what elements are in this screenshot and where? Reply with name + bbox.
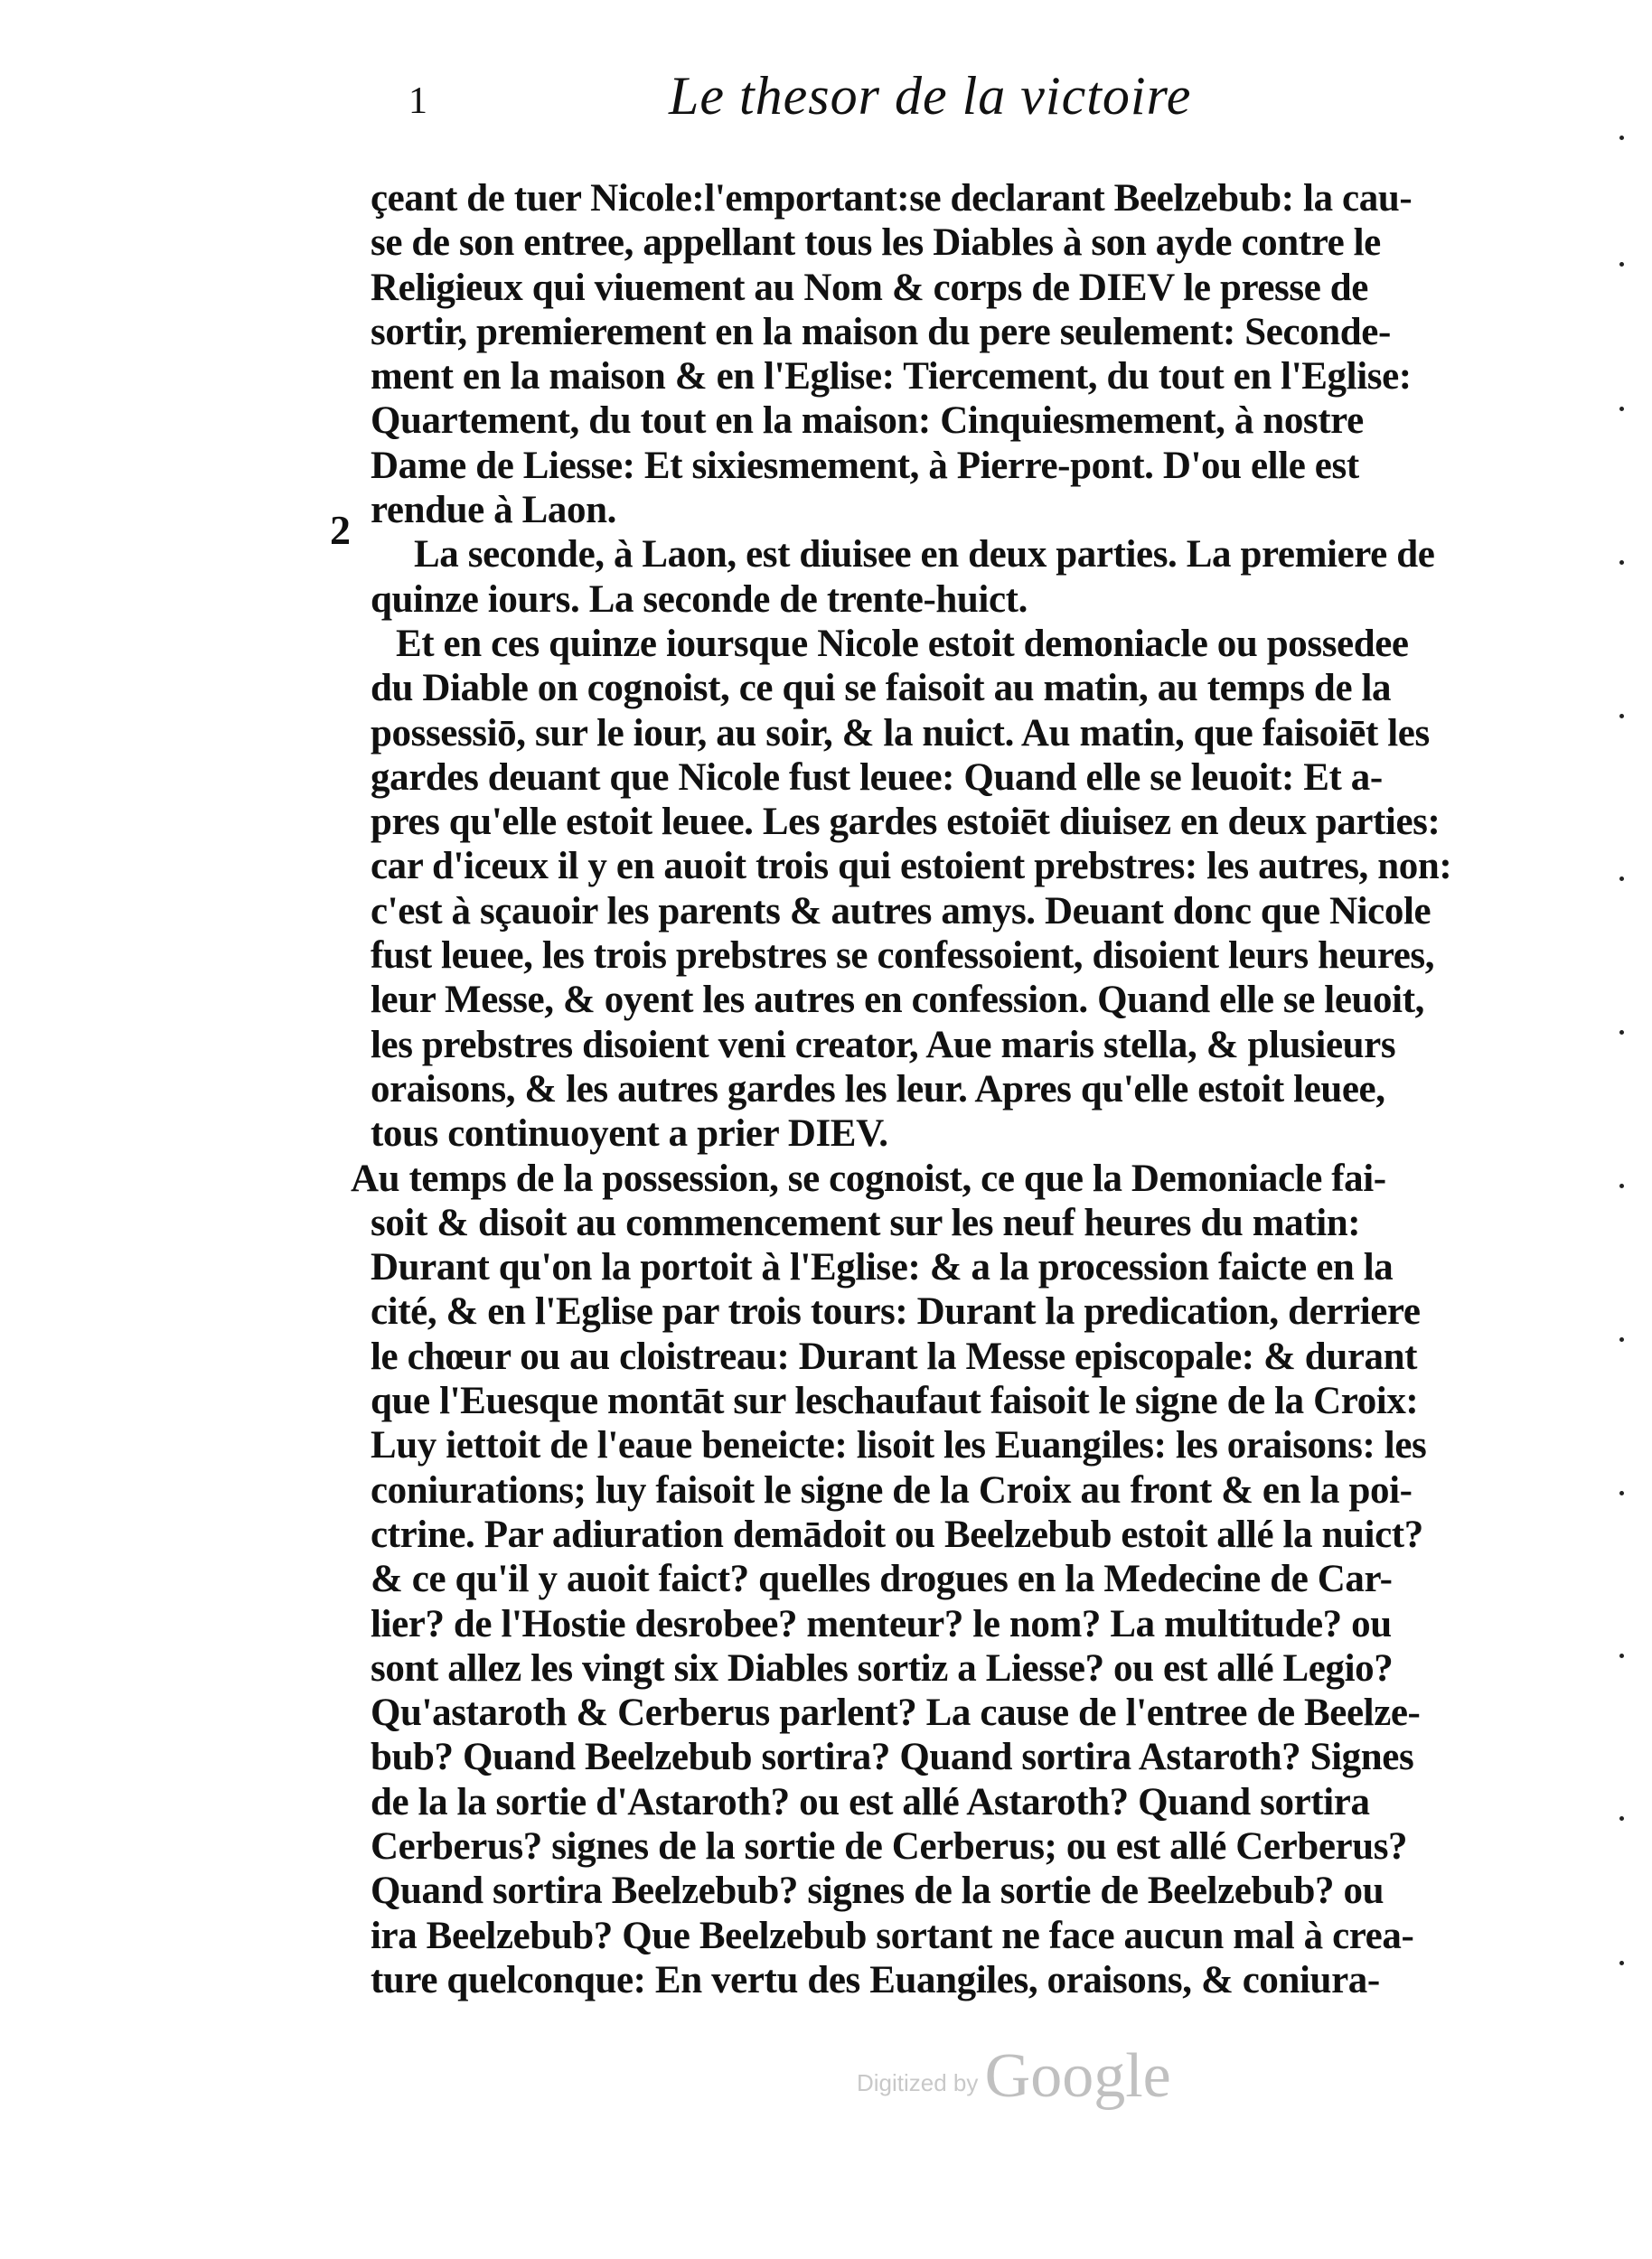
scan-speck [1619,876,1624,881]
text-line: possessiō, sur le iour, au soir, & la nuict. Au matin, que faisoiēt les [371,711,1430,755]
text-line: lier? de l'Hostie desrobee? menteur? le nom? La multitude? ou [371,1602,1392,1645]
folio-number: 1 [408,80,427,122]
text-line: ment en la maison & en l'Eglise: Tiercement, du tout en l'Eglise: [371,355,1412,398]
scan-edge-marks [1619,136,1647,1988]
scan-speck [1619,714,1624,718]
text-line: Au temps de la possession, se cognoist, ce que la Demoniacle fai- [351,1157,1386,1200]
text-line: tous continuoyent a prier DIEV. [371,1112,888,1156]
text-line: oraisons, & les autres gardes les leur. Apres qu'elle estoit leuee, [371,1067,1385,1111]
scan-speck [1619,1337,1624,1342]
text-line: quinze iours. La seconde de trente-huict. [371,577,1028,621]
text-line: du Diable on cognoist, ce qui se faisoit au matin, au temps de la [371,667,1392,710]
text-line: car d'iceux il y en auoit trois qui estoient prebstres: les autres, non: [371,845,1452,888]
text-line: Quand sortira Beelzebub? signes de la sortie de Beelzebub? ou [371,1870,1384,1913]
scan-speck [1619,1816,1624,1821]
margin-note: 2 [330,507,351,553]
text-line: coniurations; luy faisoit le signe de la Croix au front & en la poi- [371,1468,1413,1512]
text-line: c'est à sçauoir les parents & autres amys. Deuant donc que Nicole [371,889,1431,933]
body-text [351,176,1509,2002]
scan-speck [1619,262,1624,267]
text-line: çeant de tuer Nicole:l'emportant:se declarant Beelzebub: la cau- [371,177,1413,220]
scan-speck [1619,1961,1624,1965]
digitized-by-google-watermark [857,2040,1171,2113]
text-line: Durant qu'on la portoit à l'Eglise: & a la procession faicte en la [371,1246,1394,1289]
text-line: La seconde, à Laon, est diuisee en deux parties. La premiere de [414,533,1435,576]
text-line: Religieux qui viuement au Nom & corps de DIEV le presse de [371,266,1368,309]
scan-speck [1619,1491,1624,1495]
text-line: cité, & en l'Eglise par trois tours: Durant la predication, derriere [371,1290,1421,1334]
text-line: & ce qu'il y auoit faict? quelles drogues en la Medecine de Car- [371,1558,1393,1601]
scan-speck [1619,136,1624,140]
text-line: de la la sortie d'Astaroth? ou est allé Astaroth? Quand sortira [371,1780,1370,1823]
text-line: Et en ces quinze ioursque Nicole estoit demoniacle ou possedee [396,622,1409,665]
scan-speck [1619,1030,1624,1035]
text-line: fust leuee, les trois prebstres se confessoient, disoient leurs heures, [371,934,1435,978]
text-line: les prebstres disoient veni creator, Aue maris stella, & plusieurs [371,1023,1396,1066]
text-line: ira Beelzebub? Que Beelzebub sortant ne face aucun mal à crea- [371,1914,1414,1957]
text-line: se de son entree, appellant tous les Diables à son ayde contre le [371,221,1381,265]
text-line: que l'Euesque montāt sur leschaufaut faisoit le signe de la Croix: [371,1380,1419,1423]
scan-speck [1619,1654,1624,1658]
text-line: gardes deuant que Nicole fust leuee: Quand elle se leuoit: Et a- [371,755,1383,799]
text-line: Luy iettoit de l'eaue beneicte: lisoit les Euangiles: les oraisons: les [371,1424,1427,1467]
scan-speck [1619,560,1624,565]
text-line: rendue à Laon. [371,489,616,532]
text-line: ctrine. Par adiuration demādoit ou Beelzebub estoit allé la nuict? [371,1513,1423,1556]
text-line: le chœur ou au cloistreau: Durant la Messe episcopale: & durant [371,1335,1418,1378]
digitized-label: Digitized by [857,2069,979,2096]
text-line: Cerberus? signes de la sortie de Cerberus; ou est allé Cerberus? [371,1824,1408,1868]
text-line: bub? Quand Beelzebub sortira? Quand sortira Astaroth? Signes [371,1736,1414,1779]
text-line: Qu'astaroth & Cerberus parlent? La cause de l'entree de Beelze- [371,1692,1421,1735]
text-line: ture quelconque: En vertu des Euangiles, oraisons, & coniura- [371,1958,1380,2001]
text-line: sont allez les vingt six Diables sortiz a Liesse? ou est allé Legio? [371,1646,1394,1690]
google-logo: Google [984,2041,1171,2111]
text-line: sortir, premierement en la maison du pere seulement: Seconde- [371,310,1391,353]
text-line: Dame de Liesse: Et sixiesmement, à Pierre-pont. D'ou elle est [371,444,1359,487]
text-line: soit & disoit au commencement sur les neuf heures du matin: [371,1201,1361,1244]
text-line: leur Messe, & oyent les autres en confession. Quand elle se leuoit, [371,979,1424,1022]
running-title: Le thesor de la victoire [669,66,1192,126]
text-line: Quartement, du tout en la maison: Cinquiesmement, à nostre [371,399,1364,443]
scan-speck [1619,1184,1624,1188]
scan-speck [1619,407,1624,411]
text-line: pres qu'elle estoit leuee. Les gardes estoiēt diuisez en deux parties: [371,801,1441,844]
